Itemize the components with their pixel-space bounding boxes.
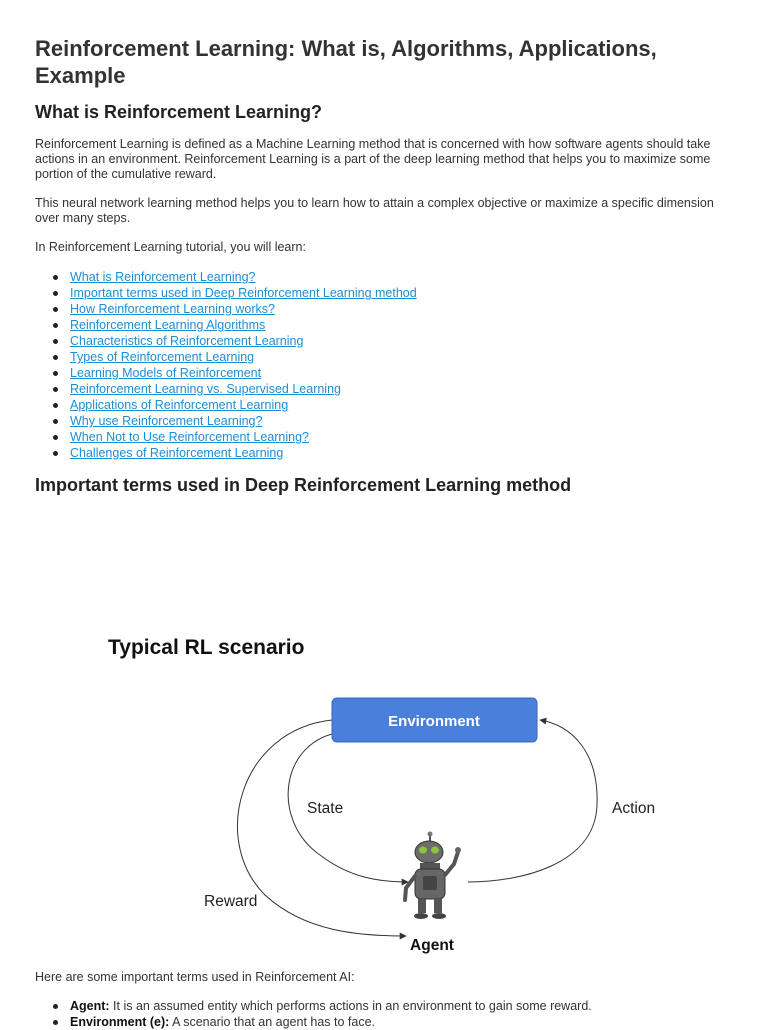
reward-arrow xyxy=(237,720,406,936)
toc-item xyxy=(70,381,417,397)
reward-label: Reward xyxy=(204,893,258,910)
toc-item xyxy=(70,365,417,381)
toc-link-applications[interactable]: Applications of Reinforcement Learning xyxy=(70,398,289,412)
toc-item xyxy=(70,349,417,365)
term-label: Environment (e): xyxy=(70,1015,170,1029)
intro-paragraph-3: In Reinforcement Learning tutorial, you will learn: xyxy=(35,240,306,254)
toc-item xyxy=(70,301,417,317)
toc-link-when-not[interactable]: When Not to Use Reinforcement Learning? xyxy=(70,430,310,444)
toc-link-learning-models[interactable]: Learning Models of Reinforcement xyxy=(70,366,262,380)
toc-item xyxy=(70,317,417,333)
section-heading-what-is: What is Reinforcement Learning? xyxy=(35,102,323,122)
table-of-contents xyxy=(35,269,417,461)
toc-item xyxy=(70,333,417,349)
environment-label: Environment xyxy=(388,713,480,730)
term-description: It is an assumed entity which performs actions in an environment to gain some reward. xyxy=(109,999,592,1013)
terms-list xyxy=(35,998,592,1030)
intro-paragraph-1: Reinforcement Learning is defined as a Machine Learning method that is concerned with how software agents should take actions in an environment. Reinforcement Learning is a part of the deep learning method that helps you to maximize some portion of the cumulative reward. xyxy=(35,137,711,181)
action-label: Action xyxy=(612,800,656,817)
toc-link-algorithms[interactable]: Reinforcement Learning Algorithms xyxy=(70,318,266,332)
toc-link-vs-supervised[interactable]: Reinforcement Learning vs. Supervised Learning xyxy=(70,382,341,396)
term-description: A scenario that an agent has to face. xyxy=(169,1015,376,1029)
term-item-environment xyxy=(70,1014,592,1030)
toc-item xyxy=(70,397,417,413)
toc-item xyxy=(70,285,417,301)
toc-link-what-is[interactable]: What is Reinforcement Learning? xyxy=(70,270,256,284)
robot-agent-icon xyxy=(405,832,461,920)
toc-link-challenges[interactable]: Challenges of Reinforcement Learning xyxy=(70,446,284,460)
term-item-agent xyxy=(70,998,592,1014)
toc-item xyxy=(70,445,417,461)
rl-scenario-diagram xyxy=(90,620,690,960)
toc-link-characteristics[interactable]: Characteristics of Reinforcement Learning xyxy=(70,334,304,348)
toc-item xyxy=(70,269,417,285)
diagram-title: Typical RL scenario xyxy=(108,636,305,659)
term-label: Agent: xyxy=(70,999,110,1013)
action-arrow xyxy=(468,720,597,882)
toc-item xyxy=(70,429,417,445)
page-title: Reinforcement Learning: What is, Algorithms, Applications, Example xyxy=(35,36,657,88)
section-heading-important-terms: Important terms used in Deep Reinforcement Learning method xyxy=(35,475,572,495)
toc-link-types[interactable]: Types of Reinforcement Learning xyxy=(70,350,255,364)
toc-link-important-terms[interactable]: Important terms used in Deep Reinforcement Learning method xyxy=(70,286,417,300)
toc-link-why-use[interactable]: Why use Reinforcement Learning? xyxy=(70,414,263,428)
toc-item xyxy=(70,413,417,429)
state-label: State xyxy=(307,800,344,817)
toc-link-how-it-works[interactable]: How Reinforcement Learning works? xyxy=(70,302,275,316)
intro-paragraph-2: This neural network learning method helps you to learn how to attain a complex objective or maximize a specific dimension over many steps. xyxy=(35,196,714,225)
agent-label: Agent xyxy=(410,937,454,954)
terms-intro: Here are some important terms used in Reinforcement AI: xyxy=(35,970,355,984)
